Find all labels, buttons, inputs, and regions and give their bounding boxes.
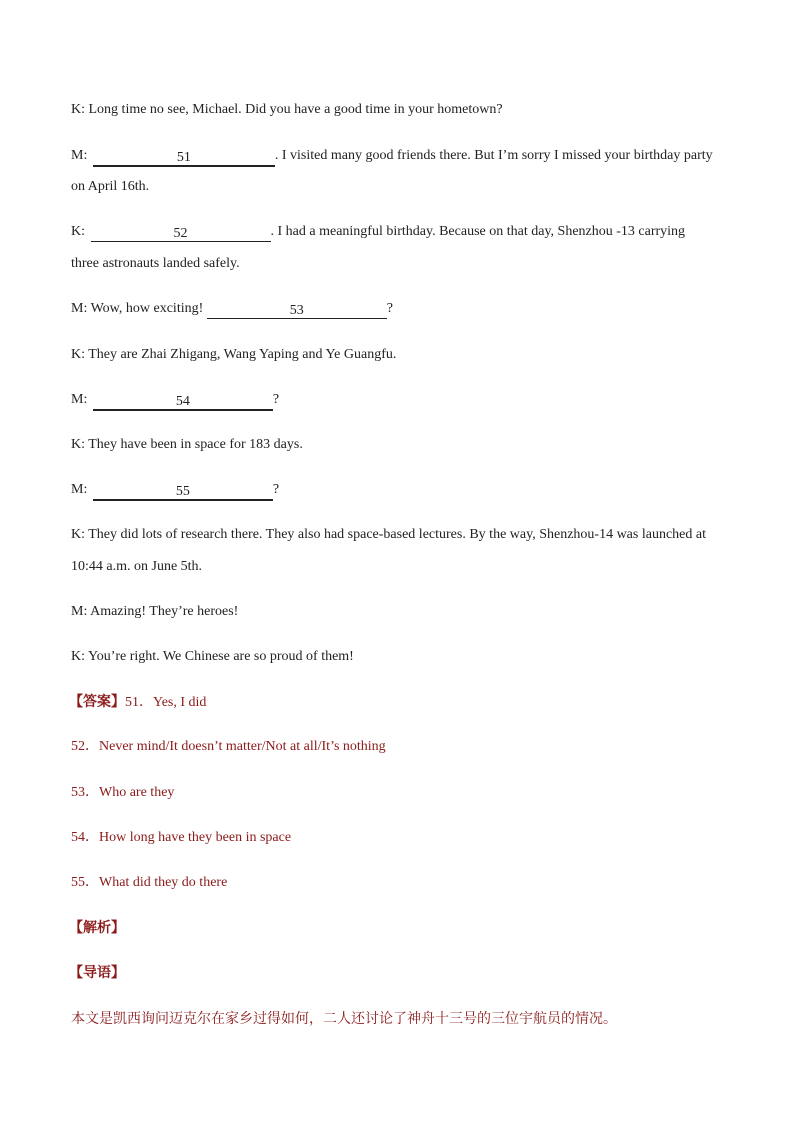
dialogue-line-9 [71, 526, 706, 544]
line-text: . I visited many good friends there. But I’m sorry I missed your birthday party [274, 148, 713, 163]
speaker: M: [71, 482, 88, 497]
speaker: M: [71, 301, 88, 316]
speaker: M: [71, 392, 88, 407]
line-text: They are Zhai Zhigang, Wang Yaping and Ye Guangfu. [88, 347, 397, 362]
line-text: . I had a meaningful birthday. Because on that day, Shenzhou -13 carrying [270, 224, 686, 239]
dialogue-line-1 [71, 101, 503, 119]
line-text: 10:44 a.m. on June 5th. [71, 559, 203, 574]
answer-item-52: 52．Never mind/It doesn’t matter/Not at all/It’s nothing [71, 739, 386, 754]
answer-label: 【答案】 [69, 694, 125, 710]
blank-51: 51 [93, 150, 275, 167]
guide-text: 本文是凯西询问迈克尔在家乡过得如何，二人还讨论了神舟十三号的三位宇航员的情况。 [71, 1011, 617, 1027]
dialogue-line-4 [71, 300, 393, 318]
dialogue-line-9-cont [71, 558, 202, 576]
answer-item-55: 55．What did they do there [71, 875, 228, 890]
answer-item: 51．Yes, I did [125, 695, 207, 710]
speaker: M: [71, 604, 88, 619]
analysis-heading: 【解析】 [69, 920, 125, 936]
speaker: K: [71, 437, 85, 452]
speaker: K: [71, 649, 85, 664]
dialogue-line-10 [71, 603, 238, 621]
line-text: ? [386, 301, 393, 316]
dialogue-line-8 [71, 481, 279, 499]
line-text: Long time no see, Michael. Did you have a good time in your hometown? [88, 102, 503, 117]
dialogue-line-11 [71, 648, 354, 666]
dialogue-line-2 [71, 147, 713, 165]
line-text: Wow, how exciting! [90, 301, 207, 316]
dialogue-line-3 [71, 223, 685, 241]
blank-55: 55 [93, 484, 273, 501]
blank-54: 54 [93, 394, 273, 411]
line-text: They have been in space for 183 days. [88, 437, 303, 452]
answer-item-54: 54．How long have they been in space [71, 830, 292, 845]
line-text: They did lots of research there. They also had space-based lectures. By the way, Shenzhou-14 was launched at [88, 527, 706, 542]
speaker: K: [71, 527, 85, 542]
line-text: ? [272, 482, 280, 497]
line-text: on April 16th. [71, 179, 150, 194]
line-text: ? [272, 392, 280, 407]
line-text: three astronauts landed safely. [71, 256, 240, 271]
dialogue-line-7 [71, 436, 303, 454]
dialogue-line-5 [71, 346, 396, 364]
dialogue-line-3-cont [71, 255, 240, 273]
speaker: K: [71, 224, 85, 239]
answer-block-start [69, 693, 206, 712]
answer-item-53: 53．Who are they [71, 785, 175, 800]
blank-52: 52 [91, 226, 271, 242]
dialogue-line-2-cont [71, 178, 149, 196]
dialogue-line-6 [71, 391, 279, 409]
speaker: M: [71, 148, 88, 163]
line-text: You’re right. We Chinese are so proud of them! [87, 649, 354, 664]
blank-53: 53 [207, 303, 387, 319]
speaker: K: [71, 347, 85, 362]
guide-heading: 【导语】 [69, 965, 125, 981]
speaker: K: [71, 102, 85, 117]
line-text: Amazing! They’re heroes! [90, 604, 239, 619]
